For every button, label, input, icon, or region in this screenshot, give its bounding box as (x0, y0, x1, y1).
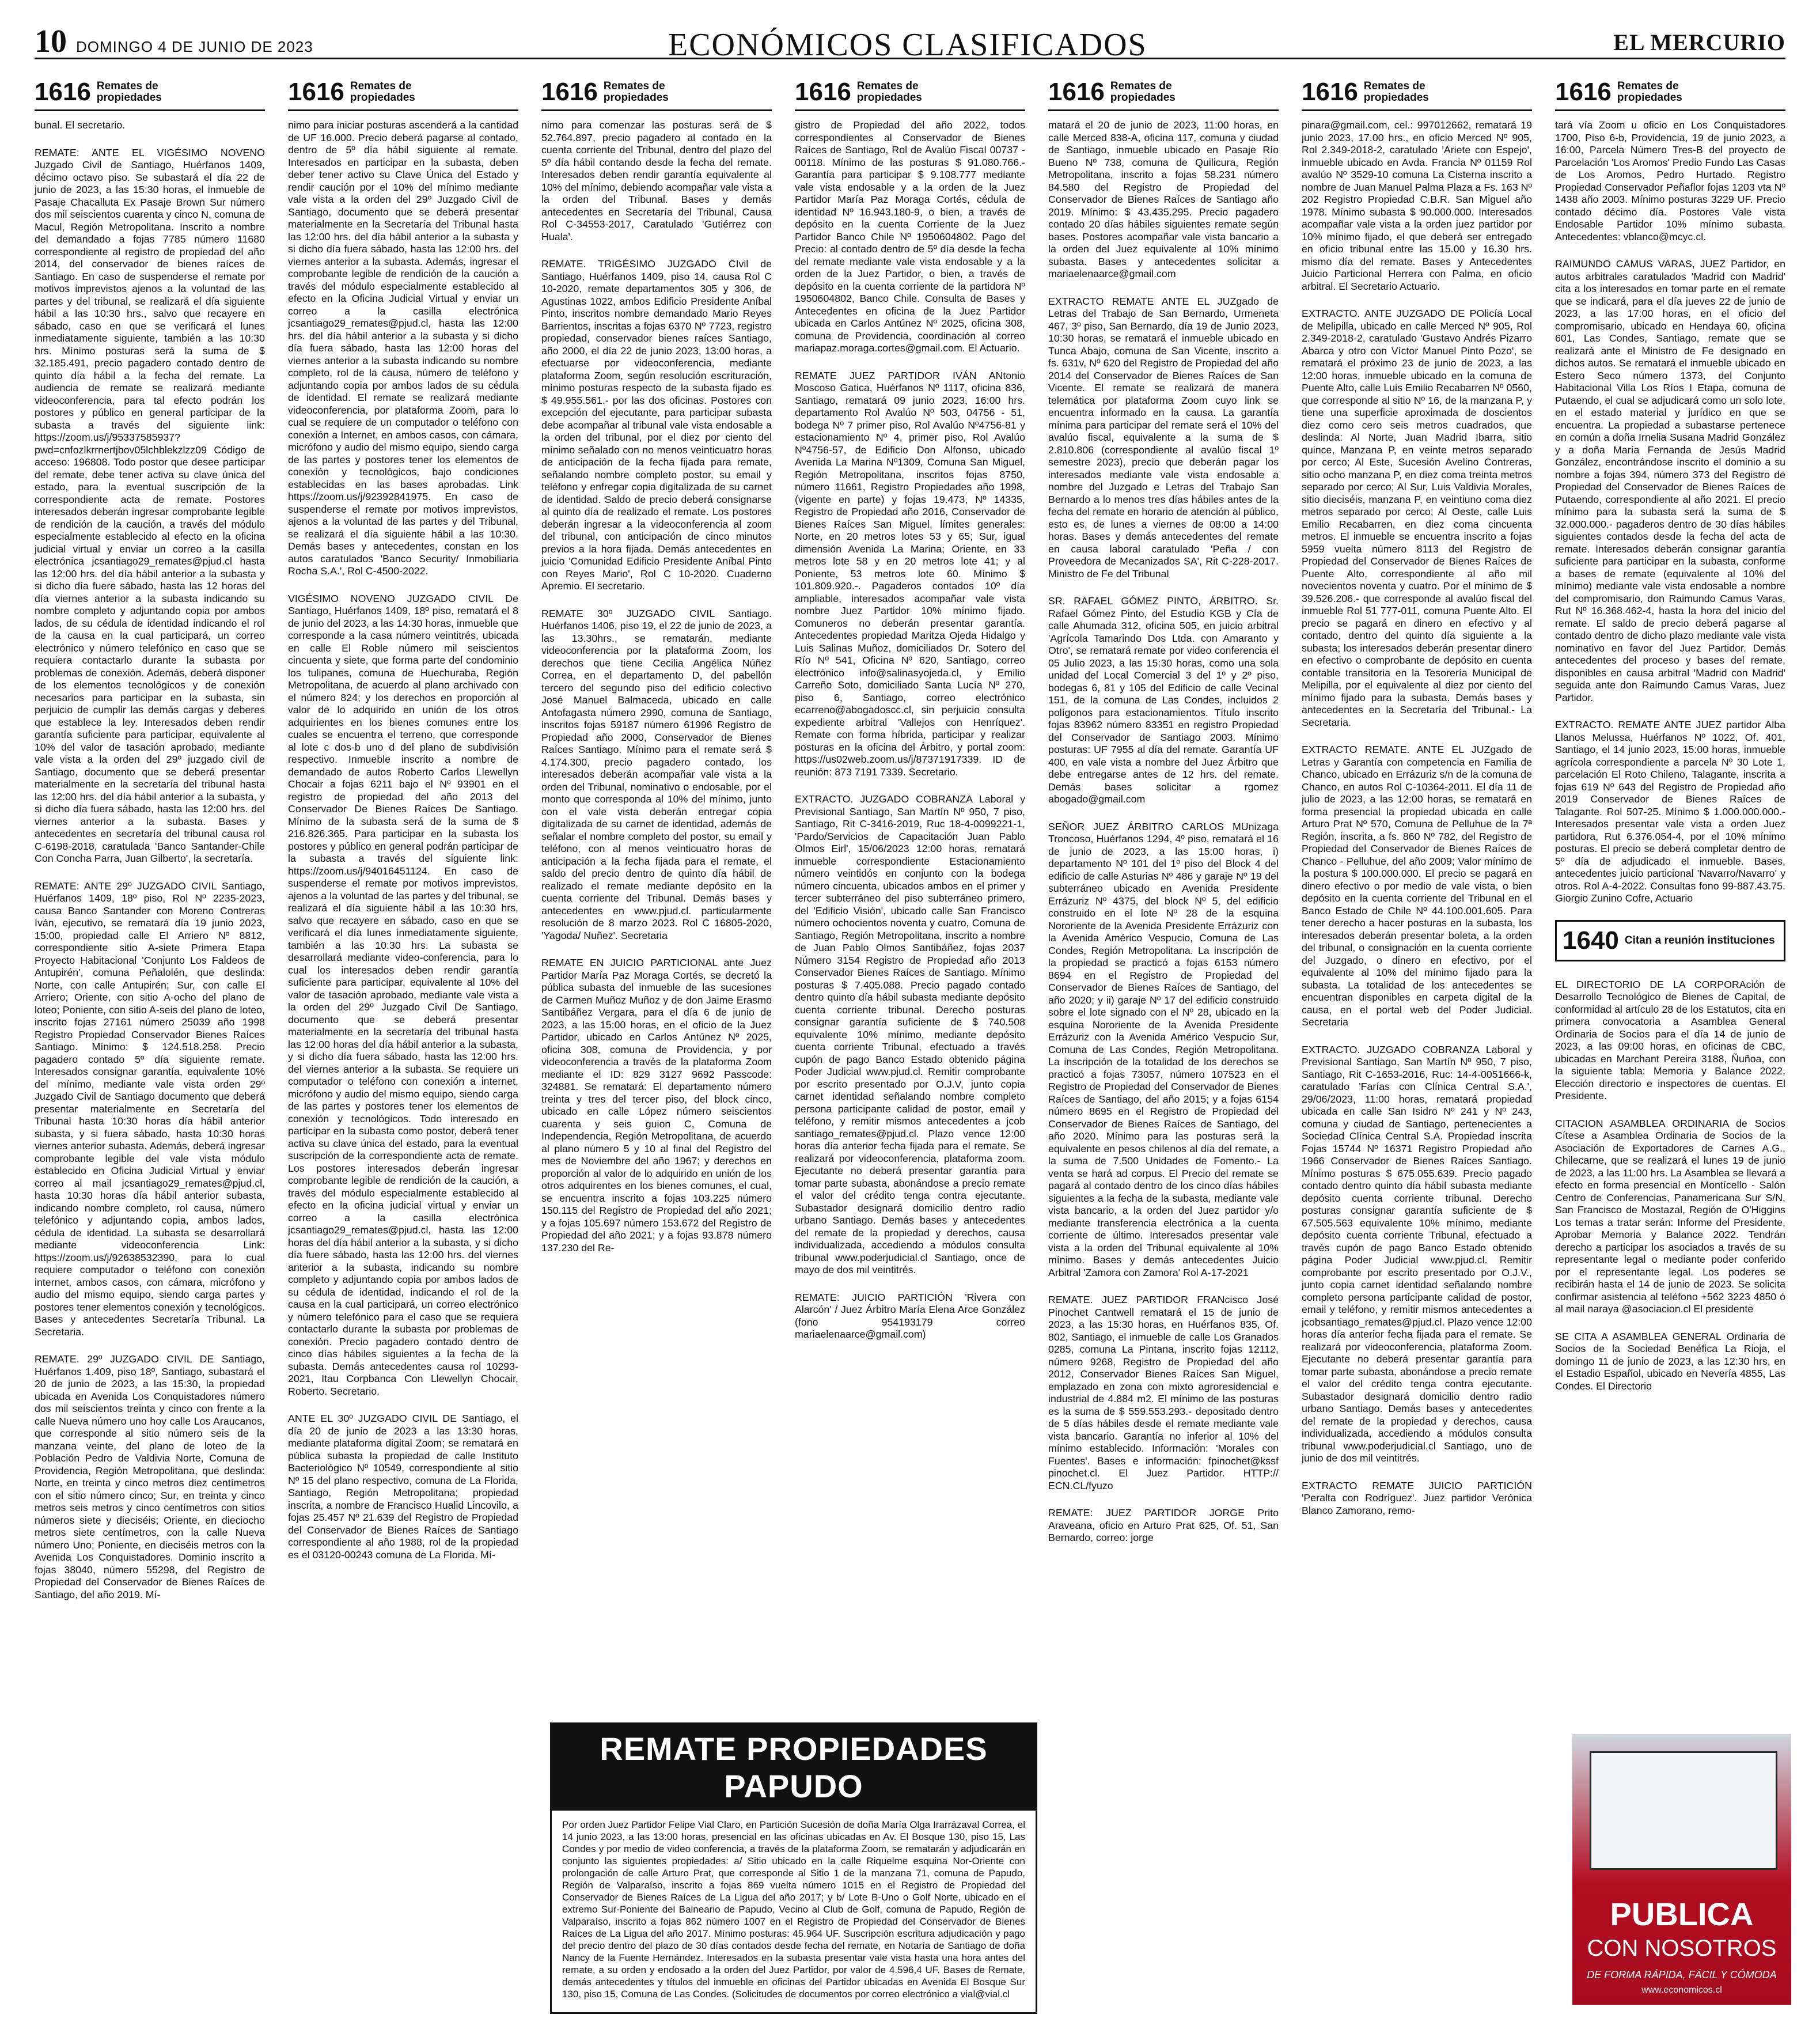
classified-ad: REMATE EN JUICIO PARTICIONAL ante Juez Partidor María Paz Moraga Cortés, se decretó la pública subasta del inmueble de las sucesiones de Carmen Muñoz Muñoz y de don Jaime Erasmo Santibáñez Vergara, para el día 6 de junio de 2023, a las 15:00 horas, en el oficio de la Juez Partidor, ubicado en Carlos Antúnez Nº 2025, oficina 308, comuna de Providencia, y por videoconferencia a través de la plataforma Zoom mediante el ID: 829 3127 9692 Passcode: 324881. Se rematará: El departamento número treinta y tres del tercer piso, del block cinco, ubicado en calle López número seiscientos cuarenta y seis guion C, Comuna de Independencia, Región Metropolitana, de acuerdo al plano número 5 y 10 al final del Registro del mes de Noviembre del año 1967; y derechos en proporción al valor de lo adquirido en unión de los otros adquirentes en los bienes comunes, el cual, se encuentra inscrito a fojas 103.225 número 150.115 del Registro de Propiedad del año 2021; y a fojas 105.697 número 153.672 del Registro de Propiedad del año 2021; y a fojas 93.878 número 137.230 del Re- (541, 957, 772, 1254)
classified-ad: nimo para iniciar posturas ascenderá a la cantidad de UF 16.000. Precio deberá pagarse al contado, dentro de 5º día hábil siguiente al remate. Interesados en participar en la subasta, deben deber tener activo su Clave Única del Estado y rendir caución por el 10% del mínimo mediante vale vista a la orden del 29º Juzgado Civil de Santiago, documento que se deberá presentar materialmente en la Secretaría del Tribunal hasta las 12:00 hrs. del día hábil anterior a la subasta y si dicho día fuera sábado, hasta las 12:00 hrs. del viernes anterior a la subasta. Además, ingresar el comprobante legible de rendición de la caución a través del módulo especialmente establecido al efecto en la Oficina Judicial Virtual y enviar un correo a la casilla electrónica jcsantiago29_remates@pjud.cl, hasta las 12:00 hrs. del día hábil anterior a la subasta y si dicho día fuera sábado, hasta las 12:00 horas del viernes anterior a la subasta indicando su nombre completo, rol de la causa, número de teléfono y adjuntando copia por ambos lados de su cédula de identidad. El remate se realizará mediante videoconferencia, por plataforma Zoom, para lo cual se requiere de un computador o teléfono con conexión a Internet, en ambos casos, con cámara, micrófono y audio del mismo equipo, siendo carga de las partes y postores tener los elementos de conexión y tecnológicos, bajo condiciones establecidas en las bases aprobadas. Link https://zoom.us/j/92392841975. En caso de suspenderse el remate por motivos imprevistos, ajenos a la voluntad de las partes y del Tribunal, se realizará el día siguiente hábil a las 10:30. Demás bases y antecedentes, constan en los autos caratulados 'Banco Security/ Inmobiliaria Rocha S.A.', Rol C-4500-2022. (288, 119, 518, 577)
classified-ad: SEÑOR JUEZ ÁRBITRO CARLOS MUnizaga Troncoso, Huérfanos 1294, 4º piso, rematará el 16 de junio de 2023, a las 15:00 horas, i) departamento Nº 101 del 1º piso del Block 4 del edificio de calle Asturias Nº 486 y garaje Nº 19 del subterráneo ubicado en Avenida Presidente Errázuriz Nº 4375, del block Nº 5, del edificio construido en el lote Nº 28 de la esquina Nororiente de la Avenida Presidente Errázuriz con la Avenida Américo Vespucio, Comuna de Las Condes, Región Metropolitana. La inscripción de la propiedad se practicó a fojas 6153 número 8694 en el Registro de Propiedad del Conservador de Bienes Raíces de Santiago, del año 2020; y ii) garaje Nº 17 del edificio construido sobre el lote signado con el Nº 28, ubicado en la esquina Nororiente de la Avenida Presidente Errázuriz con la Avenida Américo Vespucio Sur, Comuna de Las Condes, Región Metropolitana. La inscripción de la totalidad de los derechos se practicó a fojas 73057, número 107523 en el Registro de Propiedad del Conservador de Bienes Raíces de Santiago, del año 2015; y a fojas 6154 número 8695 en el Registro de Propiedad del Conservador de Bienes Raíces de Santiago, del año 2020. Mínimo para las posturas será la equivalente en pesos chilenos al día del remate, a la suma de 7.500 Unidades de Fomento.- La venta se hará ad corpus. El Precio del remate se pagará al contado dentro de los cinco días hábiles siguientes a la fecha de la subasta, mediante vale vista bancario, a la orden del Juez partidor y/o mediante transferencia electrónica a la cuenta corriente de último. Interesados presentar vale vista a la orden del Tribunal equivalente al 10% mínimo. Bases y demás antecedentes Juicio Arbitral 'Zamora con Zamora' Rol A-17-2021 (1048, 820, 1279, 1278)
papudo-remate-box (550, 1722, 1037, 2014)
classified-ad: SE CITA A ASAMBLEA GENERAL Ordinaria de Socios de la Sociedad Benéfica La Rioja, el domingo 11 de junio de 2023, a las 12:30 hrs, en el Estadio Español, ubicado en Nevería 4855, Las Condes. El Directorio (1555, 1330, 1785, 1392)
ad-site[interactable]: www.economicos.cl (1641, 1985, 1722, 1995)
classified-ad: EXTRACTO REMATE JUICIO PARTICIÓN 'Peralta con Rodríguez'. Juez partidor Verónica Blanco Zamorano, remo- (1302, 1479, 1532, 1516)
classified-ad: EXTRACTO. ANTE JUZGADO DE POlicía Local de Melipilla, ubicado en calle Merced Nº 905, Rol 2.349-2018-2, caratulado 'Gustavo Andrés Pizarro Abarca y otro con Víctor Manuel Pinto Pozo', se rematará el próximo 23 de junio de 2023, a las 12:00 horas, inmueble ubicado en la comuna de Puente Alto, calle Luis Emilio Recabarren Nº 0560, que corresponde al sitio Nº 16, de la manzana P, y tiene una superficie aproximada de doscientos diez como cero seis metros cuadrados, que deslinda: Al Norte, Juan Madrid Ibarra, sitio quince, Manzana P, en veinte metros separado por cerco; Al Este, Sucesión Avelino Contreras, sitio ocho manzana P, en diez coma treinta metros separado por cerco; Al Sur, Luis Valdivia Morales, sitio dieciséis, manzana P, en veintiuno coma diez metros separado por cerco; Al Oeste, calle Luis Emilio Recabarren, en diez coma cincuenta metros. El inmueble se encuentra inscrito a fojas 5959 vuelta número 8113 del Registro de Propiedad del Conservador de Bienes Raíces de Puente Alto, correspondiente al año mil novecientos noventa y cuatro. Por el mínimo de $ 39.526.206.- que corresponde al avalúo fiscal del inmueble Rol 51 777-011, comuna Puente Alto. El precio se pagará en dinero en efectivo y al contado, dentro del quinto día siguiente a la subasta; los interesados deberán presentar dinero en efectivo o comprobante de depósito en cuenta contable transitoria en la Tesorería Municipal de Melipilla, por el equivalente al diez por ciento del mínimo fijado para la subasta. Demás bases y antecedentes en la Secretaría del Tribunal.- La Secretaria. (1302, 308, 1532, 728)
classified-ad: matará el 20 de junio de 2023, 11:00 horas, en calle Merced 838-A, oficina 117, comuna y ciudad de Santiago, inmueble ubicado en Pasaje Río Bueno Nº 738, comuna de Quilicura, Región Metropolitana, inscrito a fojas 58.231 número 84.580 del Registro de Propiedad del Conservador de Bienes Raíces de Santiago año 2019. Mínimo: $ 43.435.295. Precio pagadero contado 20 días hábiles siguientes remate según bases. Postores acompañar vale vista bancario a la orden del Juez equivalente al 10% mínimo subasta. Bases y antecedentes solicitar a mariaelenaarce@gmail.com (1048, 119, 1279, 279)
ad-subheadline: CON NOSOTROS (1587, 1936, 1777, 1961)
category-label: Remates de propiedades (856, 80, 922, 104)
classified-ad: RAIMUNDO CAMUS VARAS, JUEZ Partidor, en autos arbitrales caratulados 'Madrid con Madrid' cita a los interesados en tomar parte en el remate que se indicará, para el día jueves 22 de junio de 2023, a las 17:00 horas, en el oficio del compromisario, ubicado en Hendaya 60, oficina 601, Las Condes, Santiago, remate que se realizará ante el Ministro de Fe designado en dichos autos. Se rematará el inmueble ubicado en Estero Seco número 1373, del Conjunto Habitacional Villa Los Ríos I Etapa, comuna de Putaendo, el cual se adjudicará como un solo lote, en el estado material y jurídico en que se encuentra. La propiedad a subastarse pertenece en común a doña Irnelia Susana Madrid González y a doña María Fernanda de Jesús Madrid González, encontrándose inscrito el dominio a su nombre a fojas 394, número 373 del Registro de Propiedad del Conservador de Bienes Raíces de Putaendo, correspondiente al año 2021. El precio mínimo para la subasta será la suma de $ 32.000.000.- pagaderos dentro de 30 días hábiles siguientes contados desde la fecha del acta de remate. Interesados deberán consignar garantía suficiente para participar en la subasta, conforme a bases de remate (equivalente al 10% del mínimo) mediante vale vista endosable a nombre del compromisario, don Raimundo Camus Varas, Rut Nº 16.368.462-4, hasta la hora del inicio del remate. El saldo de precio deberá pagarse al contado dentro de dicho plazo mediante vale vista nominativo en favor del Juez Partidor. Demás antecedentes del proceso y bases del remate, disponibles en causa arbitral 'Madrid con Madrid' seguida ante don Raimundo Camus Varas, Juez Partidor. (1555, 258, 1785, 703)
category-label: Remates de propiedades (1363, 80, 1429, 104)
classified-ad: EXTRACTO. JUZGADO COBRANZA Laboral y Previsional Santiago, San Martín Nº 950, 7 piso, Santiago, Rit C-3416-2019, Ruc 18-4-0099221-1, 'Pardo/Servicios de Capacitación Juan Pablo Olmos Eirl', 15/06/2023 12:00 horas, rematará inmueble correspondiente Estacionamiento número veintidós en conjunto con la bodega número cincuenta, ubicados ambos en el primer y tercer subterráneo del piso subterráneo primero, del 'Edificio Visión', ubicado calle San Francisco número ochocientos noventa y cuatro, Comuna de Santiago, Región Metropolitana, inscrito a nombre de Juan Pablo Olmos Santibáñez, fojas 2037 Número 3154 Registro de Propiedad año 2013 Conservador Bienes Raíces de Santiago. Mínimo posturas $ 7.405.088. Precio pagado contado dentro quinto día hábil subasta mediante depósito cuenta corriente tribunal. Derecho posturas consignar garantía suficiente de $ 740.508 equivalente 10% mínimo, mediante depósito cuenta corriente Tribunal, efectuado a través cupón de pago Banco Estado obtenido página Poder Judicial www.pjud.cl. Remitir comprobante por escrito presentado por O.J.V, junto copia carnet identidad señalando nombre completo persona participante calidad de postor, email y teléfono, y remitir mismos antecedentes a jcob santiago_remates@pjud.cl. Plazo vence 12:00 horas día anterior fecha fijada para el remate. Se realizará por videoconferencia, plataforma zoom. Ejecutante no deberá presentar garantía para tomar parte subasta, abonándose a precio remate el valor del crédito tenga contra ejecutante. Subastador designará domicilio dentro radio urbano Santiago. Demás bases y antecedentes del remate de la propiedad y derechos, causa individualizada, accediendo a módulos consulta tribunal www.poderjudicial.cl Santiago, once de mayo de dos mil veintitrés. (795, 793, 1025, 1275)
section-title: ECONÓMICOS CLASIFICADOS (668, 27, 1147, 63)
category-label: Remates de propiedades (96, 80, 162, 104)
classified-ad: EXTRACTO REMATE ANTE EL JUZgado de Letras del Trabajo de San Bernardo, Urmeneta 467, 3º piso, San Bernardo, día 19 de Junio 2023, 10:30 horas, se rematará el inmueble ubicado en Tunca Abajo, comuna de San Vicente, inscrito a fs. 631v, Nº 620 del Registro de Propiedad del año 2014 del Conservador de Bienes Raíces de San Vicente. El remate se realizará de manera telemática por plataforma Zoom cuyo link se encuentra informado en la causa. La garantía mínima para participar del remate será el 10% del avalúo fiscal, equivalente a la suma de $ 2.810.806 (correspondiente al avalúo fiscal 1º semestre 2023), precio que deberán pagar los interesados mediante vale vista endosable a nombre del Juzgado e Letras del Trabajo San Bernardo a lo menos tres días hábiles antes de la fecha del remate en horario de atención al público, esto es, de lunes a viernes de 08:00 a 14:00 horas. Bases y demás antecedentes del remate en causa laboral caratulado 'Peña / con Proveedora de Mecanizados SA', Rit C-228-2017. Ministro de Fe del Tribunal (1048, 295, 1279, 580)
classified-column-6 (1302, 75, 1532, 2022)
classified-column-1 (35, 75, 265, 2022)
category-number: 1616 (288, 78, 344, 106)
category-label: Citan a reunión instituciones (1624, 934, 1775, 946)
laptop-screen-icon (1590, 1751, 1777, 1870)
category-number: 1616 (1555, 78, 1612, 106)
newspaper-brand: EL MERCURIO (1613, 29, 1785, 55)
classified-column-5 (1048, 75, 1279, 2022)
category-number: 1616 (35, 78, 91, 106)
classified-ad: REMATE. TRIGÉSIMO JUZGADO CIvil de Santiago, Huérfanos 1409, piso 14, causa Rol C 10-2020, remate departamentos 305 y 306, de Agustinas 1022, ambos Edificio Presidente Aníbal Pinto, inscritos nombre demandado Mario Reyes Barrientos, inscritas a fojas 6370 Nº 7723, registro propiedad, conservador bienes raíces Santiago, año 2000, el día 22 de junio 2023, 13:00 horas, a efectuarse por videoconferencia, mediante plataforma Zoom, según resolución escrituración, mínimo posturas respecto de la subasta fijado es $ 49.955.561.- por las dos oficinas. Postores con excepción del ejecutante, para participar subasta debe acompañar al tribunal vale vista endosable a la orden del tribunal, por el diez por ciento del mínimo señalado con no menos veinticuatro horas de anticipación de la fecha fijada para remate, señalando nombre completo postor, su email y teléfono y enfregar copia digitalizada de su carnet de identidad. Saldo de precio deberá consignarse al quinto día de realizado el remate. Los postores deberán ingresar a la videoconferencia al zoom del tribunal, con anticipación de cinco minutos previos a la hora fijada. Demás antecedentes en juicio 'Comunidad Edificio Presidente Aníbal Pinto con Reyes Mario', Rol C 10-2020. Cuaderno Apremio. El secretario. (541, 258, 772, 592)
column-category-header (288, 75, 518, 111)
category-label: Remates de propiedades (1617, 80, 1682, 104)
issue-date: DOMINGO 4 DE JUNIO DE 2023 (76, 38, 313, 55)
classified-ad: EXTRACTO. REMATE ANTE JUEZ partidor Alba Llanos Melussa, Huérfanos Nº 1022, Of. 401, Santiago, el 14 junio 2023, 15:00 horas, inmueble agrícola correspondiente a parcela Nº 30 Lote 1, parcelación El Roto Chileno, Talagante, inscrita a fojas 619 Nº 643 del Registro de Propiedad año 2019 Conservador de Bienes Raíces de Talagante. Rol 507-25. Mínimo $ 1.000.000.000.- Interesados presentar vale vista a orden Juez partidora, Rut 6.376.054-4, por el 10% mínimo posturas. El precio se deberá completar dentro de 5º día de adjudicado el inmueble. Bases, antecedentes juicio particional 'Navarro/Navarro' y otros. Rol A-4-2022. Consultas fono 99-887.43.75. Giorgio Zunino Cofre, Actuario (1555, 719, 1785, 904)
classified-ad: nimo para comenzar las posturas será de $ 52.764.897, precio pagadero al contado en la cuenta corriente del Tribunal, dentro del plazo del 5º día hábil contando desde la fecha del remate. Interesados deben rendir garantía equivalente al 10% del mínimo, debiendo acompañar vale vista a la orden del Tribunal. Bases y demás antecedentes en Secretaría del Tribunal, Causa Rol C-34553-2017, Caratulado 'Gutiérrez con Huala'. (541, 119, 772, 243)
classified-ad: CITACION ASAMBLEA ORDINARIA de Socios Cítese a Asamblea Ordinaria de Socios de la Asociación de Exportadores de Carnes A.G., Chilecarne, que se realizará el lunes 19 de junio de 2023, a las 11:00 hrs. La Asamblea se llevará a efecto en forma presencial en Montícello - Salón Centro de Conferencias, Panamericana Sur S/N, San Francisco de Mostazal, Región de O'Higgins Los temas a tratar serán: Informe del Presidente, Aprobar Memoria y Balance 2022. Tendrán derecho a participar los asociados a través de su representante legal o mediante poder conferido por el representante legal. Los poderes se recibirán hasta el 14 de junio de 2023. Se solicita confirmar asistencia al teléfono +562 3223 4850 ó al mail naraya @asociacion.cl El presidente (1555, 1117, 1785, 1315)
classified-ad: REMATE. 29º JUZGADO CIVIL DE Santiago, Huérfanos 1.409, piso 18º, Santiago, subastará el 20 de junio de 2023, a las 15:30, la propiedad ubicada en Avenida Los Conquistadores número dos mil seiscientos treinta y cinco con frente a la calle Nueva número uno hoy calle Los Araucanos, que corresponde al sitio número seis de la manzana veinte, del plano de loteo de la Población Pedro de Valdivia Norte, Comuna de Providencia, Región Metropolitana, que deslinda: Norte, en treinta y cinco metros diez centímetros con el sitio número cinco; Sur, en treinta y cinco metros seis metros y cinco centímetros con sitios números siete y dieciséis; Oriente, en dieciocho metros siete centímetros, con la calle Nueva número Uno; Poniente, en dieciséis metros con la Avenida Los Conquistadores. Dominio inscrito a fojas 38040, número 55298, del Registro de Propiedad del Conservador de Bienes Raíces de Santiago, del año 2019. Mí- (35, 1353, 265, 1600)
ad-headline: PUBLICA (1610, 1896, 1754, 1932)
economicos-advertisement[interactable] (1572, 1734, 1791, 2005)
classified-ad: SR. RAFAEL GÓMEZ PINTO, ÁRBITRO. Sr. Rafael Gómez Pinto, del Estudio KGB y Cía de calle Ahumada 312, oficina 505, en juicio arbitral 'Agrícola Tamarindo Dos Ltda. con Amaranto y Otro', se rematará remate por video conferencia el 05 Julio 2023, a las 15:30 horas, como una sola unidad del Local Comercial 3 del 1º y 2º piso, bodegas 6, 81 y 105 del Edificio de calle Vecinal 151, de la comuna de Las Condes, incluidos 2 polígonos para estacionamientos. Título inscrito fojas 83962 número 83351 en registro Propiedad del Conservador de Santiago 2003. Mínimo posturas: UF 7955 al día del remate. Garantía UF 400, en vale vista a nombre del Juez Árbitro que debe entregarse antes de 12 hrs. del remate. Demás bases solicitar a rgomez abogado@gmail.com (1048, 595, 1279, 805)
category-1640-header (1555, 920, 1785, 961)
category-number: 1616 (1048, 78, 1105, 106)
classified-column-7 (1555, 75, 1785, 2022)
classified-ad: REMATE JUEZ PARTIDOR IVÁN ANtonio Moscoso Gatica, Huérfanos Nº 1117, oficina 836, Santiago, rematará 09 junio 2023, 16:00 hrs. departamento Rol Avalúo Nº 503, 04756 - 51, bodega Nº 7 primer piso, Rol Avalúo Nº4756-81 y estacionamiento Nº 4, primer piso, Rol Avalúo Nº4756-57, de Edificio Don Alfonso, ubicado Avenida La Marina Nº1309, Comuna San Miguel, Región Metropolitana, inscritos fojas 8750, número 11661, Registro Propiedades año 1998, (vigente en parte) y fojas 19.473, Nº 14335, Registro de Propiedad año 2016, Conservador de Bienes Raíces San Miguel, límites generales: Norte, en 20 metros lotes 53 y 65; Sur, igual dimensión Avenida La Marina; Oriente, en 33 metros lote 58 y en 20 metros lote 41; y al Poniente, 53 metros lote 60. Mínimo $ 101.809.920.-. Pagaderos contados 10º día ampliable, interesados acompañar vale vista nombre Juez Partidor 10% mínimo fijado. Comuneros no deberán presentar garantía. Antecedentes propiedad Maritza Ojeda Hidalgo y Luis Salinas Muñoz, domiciliados Dr. Sotero del Río Nº 541, Oficina Nº 620, Santiago, correo electrónico info@salinasyojeda.cl, y Emilio Carreño Soto, domiciliado Santa Lucía Nº 270, piso 6, Santiago, correo electrónico ecarreno@abogadoscc.cl, sin perjuicio consulta expediente arbitral 'Vallejos con Henríquez'. Remate con forma híbrida, participar y realizar posturas en la oficina del Árbitro, y portal zoom: https://us02web.zoom.us/j/87371917339. ID de reunión: 873 7191 7339. Secretario. (795, 369, 1025, 778)
category-number: 1616 (541, 78, 598, 106)
promo-text: Por orden Juez Partidor Felipe Vial Claro, en Partición Sucesión de doña María Olga Irarrázaval Correa, el 14 junio 2023, a las 13:00 horas, presencial en las oficinas ubicadas en Av. El Bosque 130, piso 15, Las Condes y por medio de video conferencia, a través de la plataforma Zoom, se rematarán y adjudicarán en conjunto las siguientes propiedades: a/ Sitio ubicado en la calle Riquelme esquina Nor-Oriente con prolongación de calle Arturo Prat, que corresponde al Sitio 1 de la manzana 71, comuna de Papudo, Región de Valparaíso, inscrito a fojas 869 vuelta número 1015 en el Registro de Propiedad del Conservador de Bienes Raíces de La Ligua del año 2017; y b/ Lote B-Uno o Golf Norte, ubicado en el extremo Sur-Poniente del Balneario de Papudo, Vecino al Club de Golf, comuna de Papudo, Región de Valparaíso, inscrito a fojas 862 número 1007 en el Registro de Propiedad del Conservador de Bienes Raíces de La Ligua del año 2017. Mínimo posturas: 45.964 UF. Suscripción escritura adjudicación y pago del precio dentro del plazo de 30 días contados desde fecha del remate, en Notaría de Santiago de doña Nancy de la Fuente Hernández. Interesados en la subasta presentar vale vista hasta una hora antes del remate, a su orden y endosado a la orden del Juez Partidor, por valor de 4.596,4 UF. Bases de Remate, demás antecedentes y títulos del inmueble en oficinas del Partidor ubicadas en Avenida El Bosque Sur 130, piso 15, Comuna de Las Condes. (Solicitudes de documentos por correo electrónico a vial@vial.cl (562, 1819, 1025, 2000)
category-number: 1616 (1302, 78, 1358, 106)
column-category-header (1302, 75, 1532, 111)
category-label: Remates de propiedades (603, 80, 669, 104)
column-category-header (35, 75, 265, 111)
classified-ad: tará vía Zoom u oficio en Los Conquistadores 1700, Piso 6-b, Providencia, 19 de junio 2023, a 16:00, Parcela Número Tres-B del proyecto de Parcelación 'Los Aromos' Predio Fundo Las Casas de Los Aromos, Pedro Hurtado. Registro Propiedad Conservador Peñaflor fojas 1203 vta Nº 1438 año 2003. Mínimo posturas 3229 UF. Precio contado décimo día. Postores Vale vista Endosable Partidor 10% mínimo subasta. Antecedentes: vblanco@mcyc.cl. (1555, 119, 1785, 243)
column-category-header (1048, 75, 1279, 111)
classified-ad: REMATE: ANTE 29º JUZGADO CIVIL Santiago, Huérfanos 1409, 18º piso, Rol Nº 2235-2023, causa Banco Santander con Moreno Contreras Iván, ejecutivo, se rematará día 19 junio 2023, 15:00, propiedad calle El Arriero Nº 8812, correspondiente sitio A-siete Primera Etapa Proyecto Habitacional 'Conjunto Los Faldeos de Antupirén', comuna Peñalolén, que deslinda: Norte, con calle Antupirén; Sur, con calle El Arriero; Oriente, con sitio A-ocho del plano de loteo; Poniente, con sitio A-seis del plano de loteo, inscrito fojas 27161 número 25039 año 1998 Registro Propiedad Conservador Bienes Raíces Santiago. Mínimo: $ 124.518.258. Precio pagadero contado 5º día siguiente remate. Interesados consignar garantía, equivalente 10% del mínimo, mediante vale vista orden 29º Juzgado Civil de Santiago documento que deberá presentar materialmente en Secretaría del Tribunal hasta 10:30 horas día hábil anterior subasta, y si fuera sábado, hasta 10:30 horas viernes anterior subasta. Además, deberá ingresar comprobante legible del vale vista módulo establecido en Oficina Judicial Virtual y enviar correo al mail jcsantiago29_remates@pjud.cl, hasta 10:30 horas día hábil anterior subasta, indicando nombre completo, rol causa, número telefónico y adjuntando copia, ambos lados, cédula de identidad. La subasta se desarrollará mediante videoconferencia Link: https://zoom.us/j/92638532390, para lo cual requiere computador o teléfono con conexión internet, ambos casos, con cámara, micrófono y audio del mismo equipo, siendo carga partes y postores tener elementos conexión y tecnológicos. Bases y antecedentes Secretaría Tribunal. La Secretaria. (35, 880, 265, 1338)
classified-ad: REMATE: JUICIO PARTICIÓN 'Rivera con Alarcón' / Juez Árbitro María Elena Arce González (fono 954193179 correo mariaelenaarce@gmail.com) (795, 1291, 1025, 1340)
classified-ad: pinara@gmail.com, cel.: 997012662, rematará 19 junio 2023, 17.00 hrs., en oficio Merced Nº 905, Rol 2.349-2018-2, caratulado 'Ariete con Espejo', inmueble ubicado en Avda. Francia Nº 01159 Rol avalúo Nº 3529-10 comuna La Cisterna inscrito a nombre de Juan Manuel Palma Plaza a Fs. 163 Nº 202 Registro Propiedad C.B.R. San Miguel año 1978. Mínimo subasta $ 90.000.000. Interesados acompañar vale vista a la orden juez partidor por 10% mínimo fijado, el que deberá ser entregado en oficio tribunal entre las 15.00 y 16.30 hrs. mismo día del remate. Bases y Antecedentes Juicio Particional Herrera con Palma, en oficio arbitral. El Secretario Actuario. (1302, 119, 1532, 292)
column-category-header (541, 75, 772, 111)
ad-tagline: DE FORMA RÁPIDA, FÁCIL Y CÓMODA (1587, 1969, 1777, 1981)
classified-ad: REMATE: JUEZ PARTIDOR JORGE Prito Araveana, oficio en Arturo Prat 625, Of. 51, San Bernardo, correo: jorge (1048, 1507, 1279, 1543)
column-category-header (795, 75, 1025, 111)
classified-ad: REMATE: ANTE EL VIGÉSIMO NOVENO Juzgado Civil de Santiago, Huérfanos 1409, décimo octavo piso. Se subastará el día 22 de junio de 2023, a las 15:30 horas, el inmueble de Pasaje Chacalluta Ex Pasaje Brown Sur número dos mil seiscientos cuarenta y cinco N, comuna de Macul, Región Metropolitana. Inscrito a nombre del demandado a fojas 7785 número 11680 correspondiente al registro de propiedad del año 2014, del conservador de bienes raíces de Santiago. En caso de suspenderse el remate por motivos imprevistos ajenos a la voluntad de las partes y del tribunal, se realizará el día siguiente hábil a las 10:30 hrs., salvo que recayere en sábado, caso en que se verificará el lunes inmediatamente siguiente, también a las 10:30 hrs. Mínimo posturas será la suma de $ 32.185.491, precio pagadero contado dentro de quinto día hábil a la fecha del remate. La audiencia de remate se realizará mediante videoconferencia, para tal efecto podrán los postores y público en general participar de la subasta a través del siguiente link: https://zoom.us/j/95337585937?pwd=cnfozlkrrnertjbov05lchblekzlzz09 Código de acceso: 196808. Todo postor que desee participar del remate, debe tener activa su clave única del estado, para la eventual suscripción de la correspondiente acta de remate. Postores interesados deberán ingresar comprobante legible de rendición de la caución, a través del módulo especialmente establecido al efecto en la oficina judicial virtual y enviar un correo a la casilla electrónica jcsantiago29_remates@pjud.cl hasta las 12:00 hrs. del día hábil anterior a la subasta y si dicho día fuere sábado, hasta las 12 horas del día viernes anterior a la subasta indicando su nombre completo y adjuntando copia por ambos lados, de su cédula de identidad indicando el rol de la causa en la cual participará, un correo electrónico y número telefónico en caso que se requiera contactarlo durante la subasta por problemas de conexión. Además, deberá disponer de los elementos tecnológicos y de conexión necesarios para participar en la subasta, sin perjuicio de cumplir las demás cargas y deberes que establece la ley. Interesados deben rendir garantía suficiente para participar, equivalente al 10% del valor de tasación aprobado, mediante vale vista a la orden del 29º juzgado civil de Santiago, documento que se deberá presentar materialmente en la secretaría del tribunal hasta las 12:00 hrs. del día hábil anterior a la subasta, y si dicho día fuera sábado, hasta las 12:00 hrs. del viernes anterior a la subasta. Bases y antecedentes en secretaría del tribunal causa rol C-6198-2018, caratulada 'Banco Santander-Chile Con Concha Parra, Juan Gilberto', la secretaría. (35, 146, 265, 864)
classified-ad: EXTRACTO. JUZGADO COBRANZA Laboral y Previsional Santiago, San Martín Nº 950, 7 piso, Santiago, Rit C-1653-2016, Ruc: 14-4-0051666-k, caratulado 'Farías con Clínica Central S.A.', 29/06/2023, 11:00 horas, rematará propiedad ubicada en calle San Isidro Nº 241 y Nº 243, comuna y ciudad de Santiago, pertenecientes a Sociedad Clínica Central S.A. Propiedad inscrita Fojas 15744 Nº 16371 Registro Propiedad año 1966 Conservador de Bienes Raíces Santiago. Mínimo posturas $ 675.055.639. Precio pagado contado dentro quinto día hábil subasta mediante depósito cuenta corriente tribunal. Derecho posturas consignar garantía suficiente de $ 67.505.563 equivalente 10% mínimo, mediante depósito cuenta corriente Tribunal, efectuado a través cupón de pago Banco Estado obtenido página Poder Judicial www.pjud.cl. Remitir comprobante por escrito presentado por O.J.V., junto copia carnet identidad señalando nombre completo persona participante calidad de postor, email y teléfono, y remitir mismos antecedentes a jcobsantiago_remates@pjud.cl. Plazo vence 12:00 horas día anterior fecha fijada para el remate. Se realizará por videoconferencia, plataforma Zoom. Ejecutante no deberá presentar garantía para tomar parte subasta, abonándose a precio remate el valor del crédito tenga contra ejecutante. Subastador designará domicilio dentro radio urbano Santiago. Demás bases y antecedentes del remate de la propiedad y derechos, causa individualizada, accediendo a módulos consulta tribunal www.poderjudicial.cl Santiago, uno de junio de dos mil veintitrés. (1302, 1043, 1532, 1464)
column-category-header (1555, 75, 1785, 111)
classified-ad: bunal. El secretario. (35, 119, 126, 131)
page-number: 10 (35, 24, 67, 59)
promo-title: REMATE PROPIEDADES PAPUDO (552, 1724, 1036, 1811)
classified-ad: EL DIRECTORIO DE LA CORPORAción de Desarrollo Tecnológico de Bienes de Capital, de conformidad al artículo 28 de los Estatutos, cita en primera convocatoria a Asamblea General Ordinaria de Socios para el día 14 de junio de 2023, a las 09:00 horas, en oficinas de CBC, ubicadas en Marchant Pereira 3188, Ñuñoa, con la siguiente tabla: Memoria y Balance 2022, Elección directorio e inspectores de cuentas. El Presidente. (1555, 978, 1785, 1101)
classified-ad: ANTE EL 30º JUZGADO CIVIL DE Santiago, el día 20 de junio de 2023 a las 13:30 horas, mediante plataforma digital Zoom; se rematará en pública subasta la propiedad de calle Instituto Bacteriológico Nº 10549, correspondiente al sitio Nº 15 del plano respectivo, comuna de La Florida, Santiago, Región Metropolitana; propiedad inscrita, a nombre de Francisco Hualid Lincovilo, a fojas 25.457 Nº 21.639 del Registro de Propiedad del Conservador de Bienes Raíces de Santiago correspondiente al año 1988, rol de la propiedad es el 03120-00243 comuna de La Florida. Mí- (288, 1413, 518, 1561)
classified-ad: EXTRACTO REMATE. ANTE EL JUZgado de Letras y Garantía con competencia en Familia de Chanco, ubicado en Errázuriz s/n de la comuna de Chanco, en autos Rol C-10364-2011. El día 11 de julio de 2023, a las 12:00 horas, se rematará en forma presencial la propiedad ubicada en calle Arturo Prat Nº 570, Comuna de Pelluhue de la 7ª Región, inscrita, a fs. 860 Nº 782, del Registro de Propiedad del Conservador de Bienes Raíces de Chanco - Pelluhue, del año 2009; Valor mínimo de la postura $ 100.000.000. El precio se pagará en dinero efectivo o por medio de vale vista, o bien depósito en la cuenta corriente del Tribunal en el Banco Estado de Chile Nº 44.100.001.605. Para tener derecho a hacer posturas en la subasta, los interesados deberán presentar boleta, a la orden del tribunal, o consignación en la cuenta corriente del Juzgado, o dinero en efectivo, por el equivalente al 10% del mínimo fijado para la subasta. La totalidad de los antecedentes se encuentran disponibles en carpeta digital de la causa, en el portal web del Poder Judicial. Secretaria (1302, 744, 1532, 1028)
category-label: Remates de propiedades (350, 80, 415, 104)
classified-ad: VIGÉSIMO NOVENO JUZGADO CIVIL De Santiago, Huérfanos 1409, 18º piso, rematará el 8 de junio del 2023, a las 14:30 horas, inmueble que corresponde a la casa número veintitrés, ubicada en calle El Roble número mil seiscientos cincuenta y siete, que forma parte del condominio los tulipanes, comuna de Huechuraba, Región Metropolitana, de acuerdo al plano archivado con el número 824; y los derechos en proporción al valor de lo adquirido en unión de los otros adquirientes en los bienes comunes entre los cuales se encuentra el terreno, que corresponde al lote c dos-b uno d del plano de subdivisión respectivo. Inmueble inscrito a nombre de demandado de autos Roberto Carlos Llewellyn Chocair a fojas 6211 bajo el Nº 93901 en el registro de propiedad del año 2013 del Conservador De Bienes Raíces De Santiago. Mínimo de la subasta será de la suma de $ 216.826.365. Para participar en la subasta los postores y público en general podrán participar de la subasta a través del siguiente link: https://zoom.us/j/94016451124. En caso de suspenderse el remate por motivos imprevistos, ajenos a la voluntad de las partes y del tribunal, se realizará el día siguiente hábil a las 10:30 hrs, salvo que recayere en sábado, caso en que se verificará el día lunes inmediatamente siguiente, también a las 10:30 hrs. La subasta se desarrollará mediante video-conferencia, para lo cual los interesados deben rendir garantía suficiente para participar, equivalente al 10% del valor de tasación aprobado, mediante vale vista a la orden del 29º Juzgado Civil De Santiago, documento que se deberá presentar materialmente en la secretaría del tribunal hasta las 12:00 horas del día hábil anterior a la subasta, y si dicho día fuera sábado, hasta las 12:00 hrs. del viernes anterior a la subasta. Se requiere un computador o teléfono con conexión a internet, micrófono y audio del mismo equipo, siendo carga de las partes y postores tener los elementos de conexión y tecnológicos. Todo interesado en participar en la subasta como postor, deberá tener activa su clave única del estado, para la eventual suscripción de la correspondiente acta de remate. Los postores interesados deberán ingresar comprobante legible de rendición de la caución, a través del módulo especialmente establecido al efecto en la oficina judicial virtual y enviar un correo a la casilla electrónica jcsantiago29_remates@pjud.cl, hasta las 12:00 horas del día hábil anterior a la subasta, y si dicho día fuere sábado, hasta las 12:00 hrs. del viernes anterior a la subasta, indicando su nombre completo y adjuntando copia por ambos lados de su cédula de identidad, indicando el rol de la causa en la cual participará, un correo electrónico y número telefónico para el caso que se requiera contactarlo durante la subasta por problemas de conexión. Precio pagadero contado dentro de cinco días hábiles siguientes a la fecha de la subasta. Demás antecedentes causa rol 10293-2021, Itau Corpbanca Con Llewellyn Chocair, Roberto. Secretario. (288, 592, 518, 1397)
category-label: Remates de propiedades (1110, 80, 1176, 104)
classified-ad: REMATE 30º JUZGADO CIVIL Santiago. Huérfanos 1406, piso 19, el 22 de junio de 2023, a las 13.30hrs., se rematarán, mediante videoconferencia por la plataforma Zoom, los derechos que tiene Cecilia Angélica Núñez Correa, en el departamento D, del pabellón tercero del segundo piso del edificio colectivo José Manuel Balmaceda, ubicado en calle Antofagasta número 2990, comuna de Santiago, inscritos fojas 59187 número 61996 Registro de Propiedad año 2000, Conservador de Bienes Raíces Santiago. Mínimo para el remate será $ 4.174.300, precio pagadero contado, los interesados deberán acompañar vale vista a la orden del Tribunal, nominativo o endosable, por el monto que corresponda al 10% del mínimo, junto con el vale vista deberán entregar copia digitalizada de su carnet de identidad, además de señalar el nombre completo del postor, su email y teléfono, con al menos veinticuatro horas de anticipación a la fecha fijada para el remate, el saldo del precio dentro de quinto día hábil de realizado el remate mediante depósito en la cuenta corriente del Tribunal. Demás bases y antecedentes en www.pjud.cl. particularmente resolución de 8 marzo 2023. Rol C 16805-2020, 'Yagoda/ Nuñez'. Secretaria (541, 607, 772, 941)
classified-column-2 (288, 75, 518, 2022)
category-number: 1640 (1563, 926, 1619, 955)
classified-ad: REMATE. JUEZ PARTIDOR FRANcisco José Pinochet Cantwell rematará el 15 de junio de 2023, a las 15:30 horas, en Huérfanos 835, Of. 802, Santiago, el inmueble de calle Los Granados 0285, comuna La Pintana, inscrito fojas 12112, número 9268, Registro de Propiedad del año 2012, Conservador Bienes Raíces San Miguel, emplazado en zona con mixto agroresidencial e industrial de 4.884 m2. El mínimo de las posturas es la suma de $ 559.553.293.- depositado dentro de 5 días hábiles desde el remate mediante vale vista bancario. Garantía no inferior al 10% del mínimo establecido. Información: 'Morales con Fuentes'. Bases e información: fpinochet@kssf pinochet.cl. El Juez Partidor. HTTP:// ECN.CL/fyuzo (1048, 1294, 1279, 1491)
page-header (35, 23, 1785, 63)
category-number: 1616 (795, 78, 851, 106)
classified-ad: gistro de Propiedad del año 2022, todos correspondientes al Conservador de Bienes Raíces de Santiago, Rol de Avalúo Fiscal 00737 - 00118. Mínimo de las posturas $ 91.080.766.- Garantía para participar $ 9.108.777 mediante vale vista endosable y a la orden de la Juez Partidor María Paz Moraga Cortés, cédula de identidad Nº 16.943.180-9, o bien, a través de depósito en la cuenta Corriente de la Juez Partidor Banco Chile Nº 1950604802. Pago del Precio: al contado dentro de 5º día desde la fecha del remate mediante vale vista endosable y a la orden de la Juez Partidor, o bien, a través de depósito en la cuenta corriente de la partidora Nº 1950604802, Banco Chile. Consulta de Bases y Antecedentes en oficina de la Juez Partidor ubicada en Carlos Antúnez Nº 2025, oficina 308, comuna de Providencia, coordinación al correo mariapaz.moraga.cortes@gmail.com. El Actuario. (795, 119, 1025, 354)
